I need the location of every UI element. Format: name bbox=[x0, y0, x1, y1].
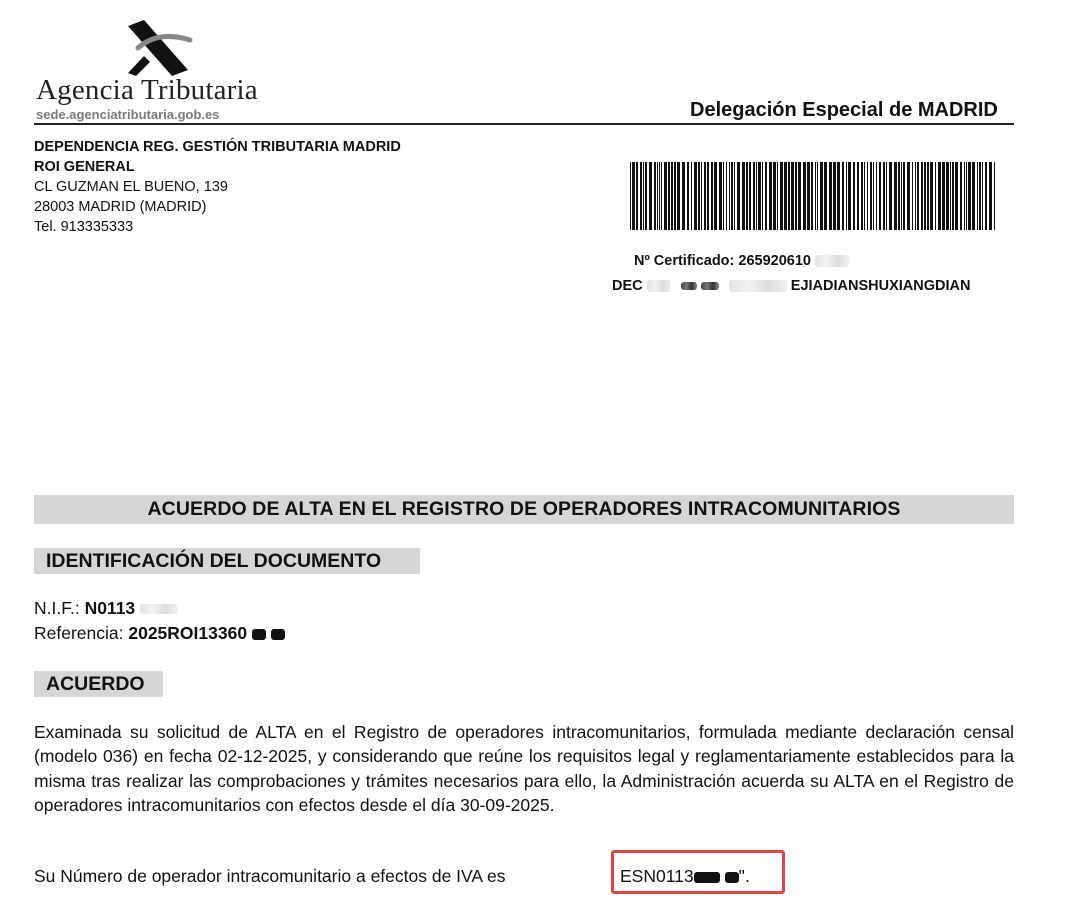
redacted-mark bbox=[681, 282, 697, 290]
barcode-bar bbox=[873, 162, 874, 230]
section-identification-heading: IDENTIFICACIÓN DEL DOCUMENTO bbox=[34, 548, 420, 574]
barcode-bar bbox=[917, 162, 919, 230]
certificate-number-label: Nº Certificado: 26592061 bbox=[634, 253, 803, 269]
barcode-bar bbox=[788, 162, 790, 230]
barcode-bar bbox=[846, 162, 847, 230]
document-title-bar bbox=[34, 495, 1014, 524]
operator-number-tail: ". bbox=[738, 866, 750, 886]
redacted-mark bbox=[694, 872, 720, 883]
barcode-bar bbox=[842, 162, 844, 230]
barcode-bar bbox=[661, 162, 662, 230]
barcode-bar bbox=[968, 162, 971, 230]
barcode-bar bbox=[977, 162, 978, 230]
barcode-bar bbox=[731, 162, 733, 230]
operator-number bbox=[620, 866, 750, 887]
barcode-bar bbox=[946, 162, 949, 230]
barcode-bar bbox=[659, 162, 660, 230]
barcode-bar bbox=[664, 162, 667, 230]
barcode-bar bbox=[915, 162, 916, 230]
barcode-bar bbox=[979, 162, 981, 230]
reference-value: 2025ROI13360 bbox=[128, 623, 248, 643]
agency-name: Agencia Tributaria bbox=[36, 74, 258, 106]
office-street: CL GUZMAN EL BUENO, 139 bbox=[34, 179, 228, 195]
barcode-bar bbox=[729, 162, 730, 230]
office-phone: Tel. 913335333 bbox=[34, 219, 134, 235]
barcode-bar bbox=[924, 162, 926, 230]
barcode-bar bbox=[815, 162, 816, 230]
barcode-bar bbox=[952, 162, 954, 230]
operator-number-value: ESN0113 bbox=[620, 866, 694, 886]
barcode-bar bbox=[864, 162, 865, 230]
barcode-bar bbox=[876, 162, 877, 230]
barcode-bar bbox=[894, 162, 897, 230]
barcode-bar bbox=[807, 162, 810, 230]
barcode-bar bbox=[649, 162, 652, 230]
barcode-bar bbox=[726, 162, 727, 230]
company-prefix: DEC bbox=[612, 278, 643, 294]
barcode-bar bbox=[671, 162, 673, 230]
company-suffix: EJIADIANSHUXIANGDIAN bbox=[790, 278, 971, 294]
barcode-bar bbox=[829, 162, 832, 230]
barcode-bar bbox=[674, 162, 676, 230]
nif-label: N.I.F.: bbox=[34, 598, 85, 618]
barcode-bar bbox=[762, 162, 763, 230]
barcode-bar bbox=[640, 162, 642, 230]
barcode-bar bbox=[707, 162, 709, 230]
barcode-bar bbox=[857, 162, 859, 230]
barcode-bar bbox=[691, 162, 692, 230]
barcode-bar bbox=[765, 162, 767, 230]
barcode-bar bbox=[912, 162, 913, 230]
barcode-bar bbox=[746, 162, 748, 230]
barcode-bar bbox=[853, 162, 855, 230]
barcode-bar bbox=[886, 162, 887, 230]
company-name-line bbox=[612, 278, 970, 294]
barcode-bar bbox=[714, 162, 717, 230]
barcode-bar bbox=[784, 162, 787, 230]
barcode-bar bbox=[777, 162, 778, 230]
barcode-bar bbox=[737, 162, 740, 230]
barcode-bar bbox=[687, 162, 689, 230]
document-title: ACUERDO DE ALTA EN EL REGISTRO DE OPERADORES INTRACOMUNITARIOS bbox=[147, 498, 901, 520]
barcode-bar bbox=[769, 162, 772, 230]
barcode-bar bbox=[994, 162, 995, 230]
barcode-bar bbox=[630, 162, 631, 230]
barcode-bar bbox=[798, 162, 801, 230]
agreement-paragraph: Examinada su solicitud de ALTA en el Registro de operadores intracomunitarios, formulada mediante declaración censal (modelo 036) en fecha 02-12-2025, y considerando que reúne los requisitos legal y reglamentariamente establecidos para la misma tras realizar las comprobaciones y trámites necesarios para ello, la Administración acuerda su ALTA en el Registro de operadores intracomunitarios con efectos desde el día 30-09-2025. bbox=[34, 722, 1014, 815]
barcode-bar bbox=[753, 162, 755, 230]
reference-label: Referencia: bbox=[34, 623, 129, 643]
barcode-bar bbox=[867, 162, 868, 230]
redacted-mark bbox=[701, 282, 719, 290]
redacted-mark bbox=[725, 872, 739, 883]
redacted-mark bbox=[252, 629, 266, 640]
barcode-bar bbox=[935, 162, 936, 230]
barcode-bar bbox=[657, 162, 658, 230]
barcode-bar bbox=[833, 162, 836, 230]
barcode-bar bbox=[982, 162, 983, 230]
barcode-bar bbox=[654, 162, 656, 230]
nif-field bbox=[34, 598, 178, 619]
barcode-bar bbox=[907, 162, 910, 230]
barcode-bar bbox=[837, 162, 840, 230]
barcode-bar bbox=[950, 162, 951, 230]
barcode-bar bbox=[966, 162, 967, 230]
barcode-bar bbox=[989, 162, 992, 230]
barcode-bar bbox=[756, 162, 757, 230]
barcode-bar bbox=[704, 162, 706, 230]
barcode-bar bbox=[898, 162, 900, 230]
barcode-bar bbox=[668, 162, 670, 230]
certificate-barcode bbox=[630, 162, 998, 230]
barcode-bar bbox=[927, 162, 929, 230]
section-acuerdo-heading: ACUERDO bbox=[34, 671, 163, 697]
barcode-bar bbox=[930, 162, 933, 230]
barcode-bar bbox=[883, 162, 885, 230]
barcode-bar bbox=[677, 162, 680, 230]
redacted-mark bbox=[271, 629, 285, 640]
barcode-bar bbox=[811, 162, 813, 230]
barcode-bar bbox=[921, 162, 923, 230]
reference-field bbox=[34, 623, 285, 644]
redacted-mark bbox=[140, 604, 178, 614]
header-divider bbox=[34, 123, 1014, 125]
barcode-bar bbox=[711, 162, 713, 230]
barcode-bar bbox=[780, 162, 783, 230]
barcode-bar bbox=[723, 162, 724, 230]
barcode-bar bbox=[960, 162, 962, 230]
barcode-bar bbox=[749, 162, 751, 230]
nif-value: N0113 bbox=[84, 598, 136, 618]
barcode-bar bbox=[820, 162, 823, 230]
barcode-bar bbox=[942, 162, 945, 230]
certificate-number-tail: 0 bbox=[802, 253, 811, 269]
operator-number-highlight bbox=[611, 850, 785, 894]
barcode-bar bbox=[742, 162, 745, 230]
barcode-bar bbox=[964, 162, 965, 230]
barcode-bar bbox=[795, 162, 797, 230]
barcode-bar bbox=[817, 162, 818, 230]
certificate-number bbox=[634, 253, 849, 269]
redacted-mark bbox=[647, 280, 671, 292]
barcode-bar bbox=[824, 162, 827, 230]
barcode-bar bbox=[938, 162, 941, 230]
barcode-bar bbox=[791, 162, 794, 230]
barcode-bar bbox=[903, 162, 905, 230]
barcode-bar bbox=[719, 162, 722, 230]
barcode-bar bbox=[848, 162, 851, 230]
office-city: 28003 MADRID (MADRID) bbox=[34, 199, 207, 215]
barcode-bar bbox=[645, 162, 647, 230]
barcode-bar bbox=[955, 162, 958, 230]
barcode-bar bbox=[698, 162, 700, 230]
operator-sentence: Su Número de operador intracomunitario a efectos de IVA es bbox=[34, 866, 506, 886]
agency-logo-icon bbox=[118, 18, 198, 78]
barcode-bar bbox=[682, 162, 685, 230]
office-department: DEPENDENCIA REG. GESTIÓN TRIBUTARIA MADRID bbox=[34, 139, 401, 155]
barcode-bar bbox=[632, 162, 635, 230]
barcode-bar bbox=[734, 162, 735, 230]
barcode-bar bbox=[773, 162, 776, 230]
barcode-bar bbox=[972, 162, 975, 230]
barcode-bar bbox=[870, 162, 872, 230]
redacted-mark bbox=[815, 255, 849, 267]
agency-url[interactable]: sede.agenciatributaria.gob.es bbox=[36, 107, 220, 122]
barcode-bar bbox=[889, 162, 892, 230]
barcode-bar bbox=[758, 162, 761, 230]
barcode-bar bbox=[861, 162, 863, 230]
barcode-bar bbox=[643, 162, 644, 230]
delegation-title: Delegación Especial de MADRID bbox=[690, 99, 998, 121]
barcode-bar bbox=[985, 162, 987, 230]
office-unit: ROI GENERAL bbox=[34, 159, 135, 175]
barcode-bar bbox=[636, 162, 638, 230]
barcode-bar bbox=[901, 162, 902, 230]
barcode-bar bbox=[701, 162, 702, 230]
barcode-bar bbox=[803, 162, 806, 230]
redacted-mark bbox=[729, 280, 787, 292]
barcode-bar bbox=[879, 162, 881, 230]
barcode-bar bbox=[694, 162, 697, 230]
